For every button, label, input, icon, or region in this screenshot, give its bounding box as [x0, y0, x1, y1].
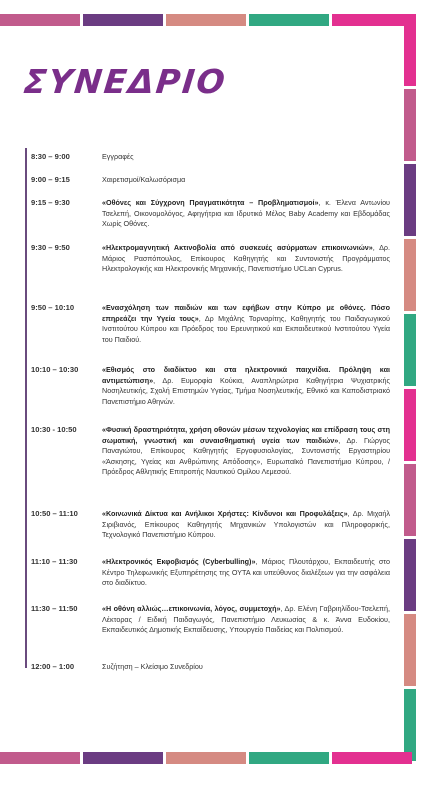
schedule-description: «Η οθόνη αλλιώς…επικοινωνία, λόγος, συμμετοχή», Δρ. Ελένη Γαβριηλίδου-Τσελεπή, Λέκτορας / Ειδική Παιδαγωγός, Πανεπιστήμιο Λευκωσίας & κ. Άννα Ευδοκίου, Εκπαιδευτικός Δημοτικής Εκπαίδευσης, Υπουργείο Παιδείας και Πολιτισμού.	[102, 604, 390, 635]
schedule-description: «Ηλεκτρονικός Εκφοβισμός (Cyberbulling)», Μάριος Πλουτάρχου, Εκπαιδευτής στο Κέντρο Τηλεφωνικής Εξυπηρέτησης της ΟΥΤΑ και υπεύθυνος διαλέξεων για την ασφάλεια στο διαδίκτυο.	[102, 557, 390, 588]
schedule-time: 10:30 - 10:50	[31, 425, 77, 434]
color-segment	[0, 14, 80, 26]
timeline-line	[25, 148, 27, 668]
top-color-bar	[0, 14, 415, 26]
color-segment	[332, 14, 412, 26]
schedule-description: «Ενασχόληση των παιδιών και των εφήβων στην Κύπρο με οθόνες. Πόσο επηρεάζει την Υγεία τους», Δρ Μιχάλης Τορναρίτης, Καθηγητής του Παιδαγωγικού Ινστιτούτου Κύπρου και Πρόεδρος του Ερευνητικού και Εκπαιδευτικού Ινστιτούτου Υγεία του Παιδιού.	[102, 303, 390, 344]
schedule-time: 9:50 – 10:10	[31, 303, 75, 312]
color-segment	[166, 752, 246, 764]
color-segment	[404, 89, 416, 161]
schedule-description: Εγγραφές	[102, 152, 134, 161]
color-segment	[249, 752, 329, 764]
color-segment	[83, 14, 163, 26]
right-color-bar	[404, 14, 416, 764]
schedule-description: «Εθισμός στο διαδίκτυο και στα ηλεκτρονικά παιχνίδια. Πρόληψη και αντιμετώπιση», Δρ. Ευμορφία Κούκια, Αναπληρώτρια Καθηγήτρια Ψυχιατρικής Νοσηλευτικής, Σχολή Επιστημών Υγείας, Τμήμα Νοσηλευτικής, Εθνικό και Καποδιστριακό Πανεπιστήμιο Αθηνών.	[102, 365, 390, 406]
color-segment	[404, 689, 416, 761]
color-segment	[249, 14, 329, 26]
color-segment	[404, 539, 416, 611]
color-segment	[404, 389, 416, 461]
schedule-description: «Οθόνες και Σύγχρονη Πραγματικότητα – Προβληματισμοί», κ. Έλενα Αντωνίου Τσελεπή, Οικονομολόγος, Αφηγήτρια και Ιδρυτικό Μέλος Baby Academy και Εβδομάδας Χωρίς Οθόνες.	[102, 198, 390, 229]
schedule-description: «Ηλεκτρομαγνητική Ακτινοβολία από συσκευές ασύρματων επικοινωνιών», Δρ. Μάριος Ρασπόπουλος, Επίκουρος Καθηγητής και Συντονιστής Προγράμματος Ηλεκτρολογικής και Ηλεκτρονικής Μηχανικής, Πανεπιστήμιο UCLan Cyprus.	[102, 243, 390, 274]
schedule-description: «Κοινωνικά Δίκτυα και Ανήλικοι Χρήστες: Κίνδυνοι και Προφυλάξεις», Δρ. Μιχαήλ Σιριβιανός, Επίκουρος Καθηγητής Μηχανικών Υπολογιστών και Πληροφορικής, Τεχνολογικό Πανεπιστήμιο Κύπρου.	[102, 509, 390, 540]
schedule-time: 10:50 – 11:10	[31, 509, 78, 518]
color-segment	[404, 14, 416, 86]
schedule-description: «Φυσική δραστηριότητα, χρήση οθονών μέσων τεχνολογίας και επίδραση τους στη σωματική, γνωστική και συναισθηματική υγεία των παιδιών», Δρ. Γιώργος Παναγιώτου, Επίκουρος Καθηγητής Εργοφυσιολογίας, Συντονιστής Εργαστηρίου «Άσκησης, Υγείας και Ανθρώπινης Απόδοσης», Ευρωπαϊκό Πανεπιστήμιο Κύπρου, / Πρόεδρος Αθλητικής Επιτροπής Ναυτικού Ομίλου Λεμεσού.	[102, 425, 390, 477]
color-segment	[404, 164, 416, 236]
schedule-time: 10:10 – 10:30	[31, 365, 79, 374]
color-segment	[0, 752, 80, 764]
color-segment	[404, 314, 416, 386]
color-segment	[83, 752, 163, 764]
schedule-time: 12:00 – 1:00	[31, 662, 75, 671]
color-segment	[404, 239, 416, 311]
schedule-time: 11:10 – 11:30	[31, 557, 78, 566]
color-segment	[332, 752, 412, 764]
color-segment	[166, 14, 246, 26]
schedule-description: Συζήτηση – Κλείσιμο Συνεδρίου	[102, 662, 203, 671]
bottom-color-bar	[0, 752, 415, 764]
schedule-time: 9:15 – 9:30	[31, 198, 70, 207]
schedule-description: Χαιρετισμοί/Καλωσόρισμα	[102, 175, 186, 184]
schedule-time: 8:30 – 9:00	[31, 152, 70, 161]
page-title: ΣΥΝΕΔΡΙΟ	[21, 62, 229, 101]
schedule-time: 9:30 – 9:50	[31, 243, 70, 252]
schedule-time: 11:30 – 11:50	[31, 604, 78, 613]
color-segment	[404, 464, 416, 536]
color-segment	[404, 614, 416, 686]
schedule-time: 9:00 – 9:15	[31, 175, 70, 184]
